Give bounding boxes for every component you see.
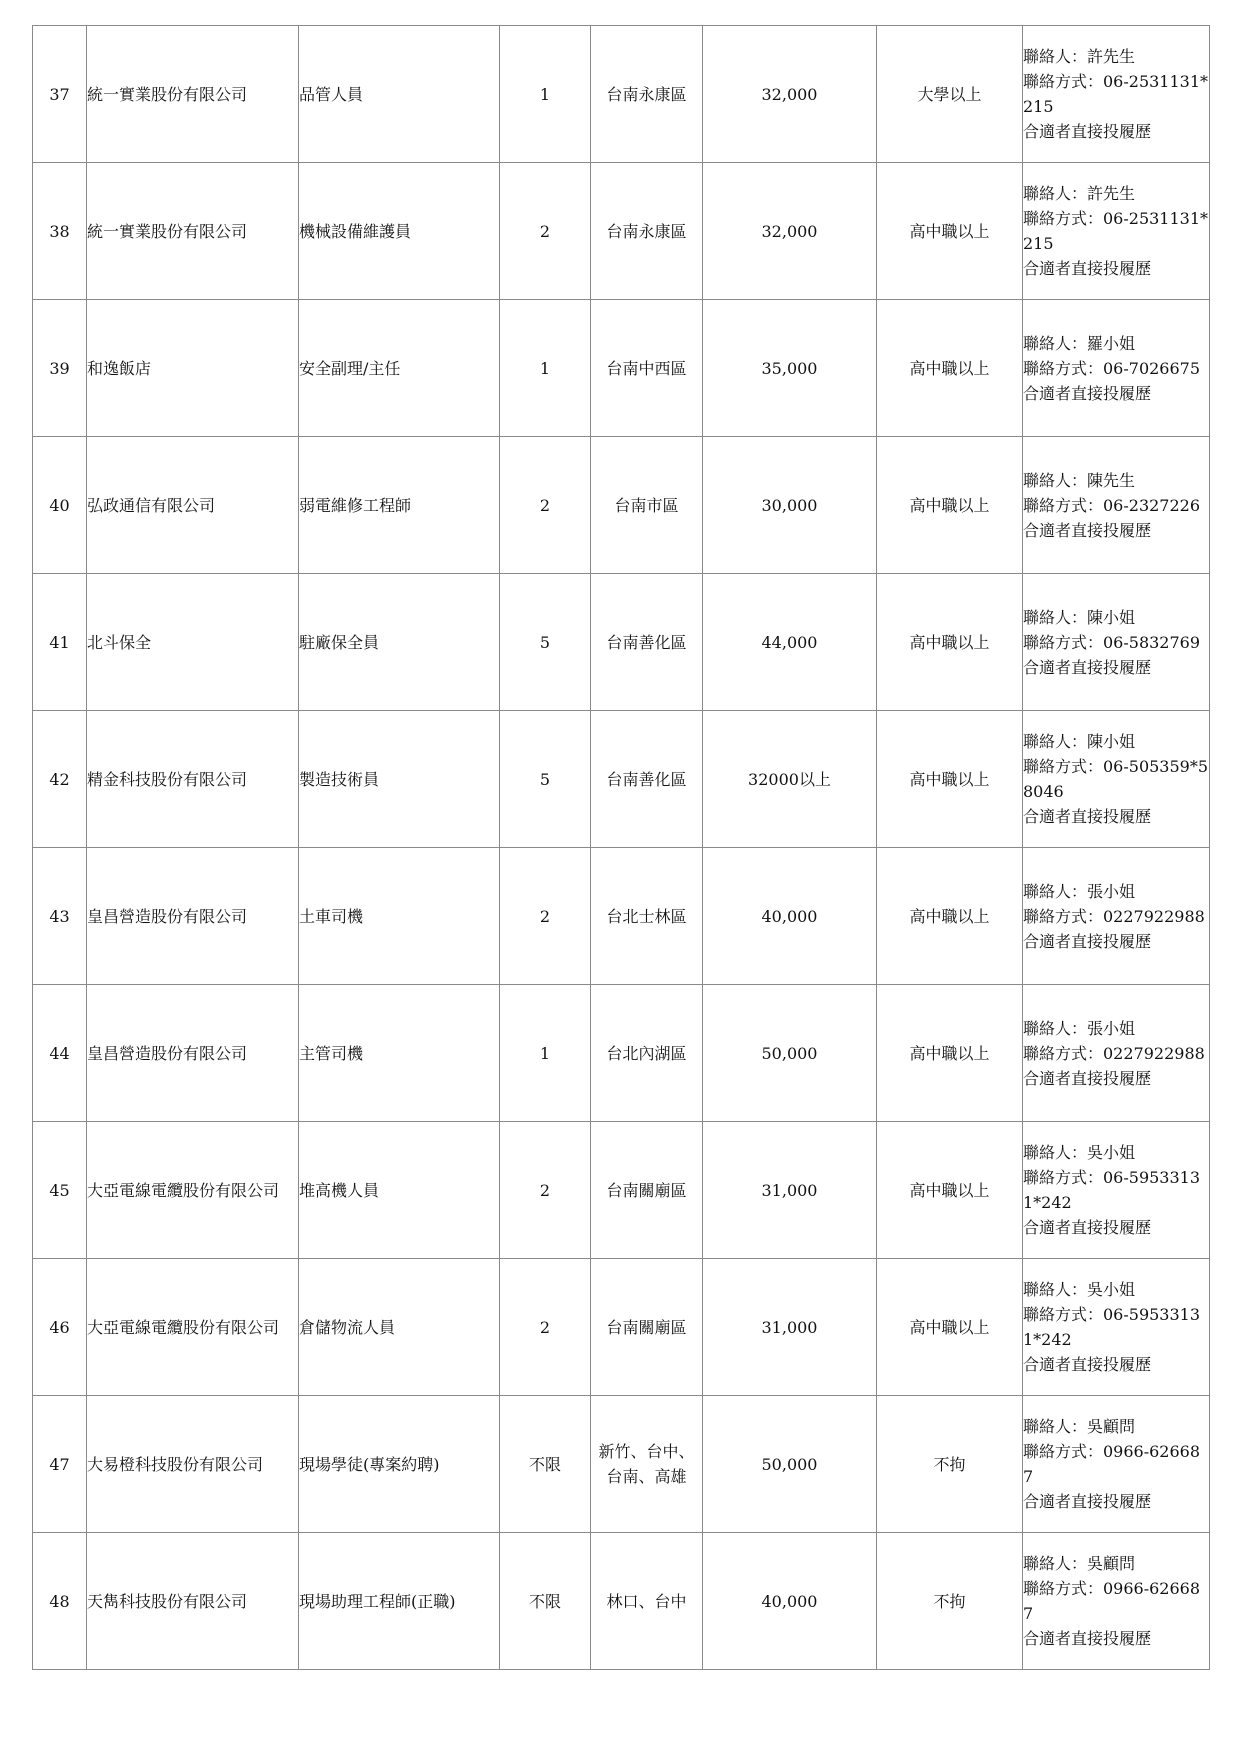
apply-note: 合適者直接投履歷 (1023, 807, 1152, 826)
company-name: 皇昌營造股份有限公司 (87, 848, 299, 985)
company-name: 天雋科技股份有限公司 (87, 1533, 299, 1670)
job-title: 倉儲物流人員 (299, 1259, 500, 1396)
job-number: 40 (33, 437, 87, 574)
contact-info (1023, 1259, 1210, 1396)
contact-person: 聯絡人：許先生 (1023, 47, 1136, 66)
job-number: 37 (33, 26, 87, 163)
company-name: 精金科技股份有限公司 (87, 711, 299, 848)
education-requirement: 高中職以上 (877, 163, 1023, 300)
headcount: 2 (500, 1259, 591, 1396)
company-name: 大亞電線電纜股份有限公司 (87, 1259, 299, 1396)
apply-note: 合適者直接投履歷 (1023, 1492, 1152, 1511)
headcount: 5 (500, 574, 591, 711)
job-number: 43 (33, 848, 87, 985)
headcount: 不限 (500, 1533, 591, 1670)
contact-info (1023, 26, 1210, 163)
salary: 32000以上 (703, 711, 877, 848)
job-title: 安全副理/主任 (299, 300, 500, 437)
job-number: 46 (33, 1259, 87, 1396)
headcount: 1 (500, 26, 591, 163)
contact-method: 聯絡方式：06-59533131*242 (1023, 1305, 1201, 1349)
contact-person: 聯絡人：吳小姐 (1023, 1143, 1136, 1162)
table-row (33, 1122, 1210, 1259)
job-title: 主管司機 (299, 985, 500, 1122)
table-row (33, 574, 1210, 711)
table-row (33, 1396, 1210, 1533)
job-number: 39 (33, 300, 87, 437)
contact-person: 聯絡人：張小姐 (1023, 881, 1136, 901)
apply-note: 合適者直接投履歷 (1023, 383, 1152, 403)
apply-note: 合適者直接投履歷 (1023, 259, 1152, 278)
work-location: 台南善化區 (591, 574, 703, 711)
contact-method: 聯絡方式：06-2531131*215 (1023, 72, 1209, 116)
education-requirement: 高中職以上 (877, 1122, 1023, 1259)
contact-method: 聯絡方式：0966-626687 (1023, 1442, 1201, 1486)
company-name: 弘政通信有限公司 (87, 437, 299, 574)
contact-person: 聯絡人：陳先生 (1023, 470, 1136, 490)
table-row (33, 985, 1210, 1122)
education-requirement: 大學以上 (877, 26, 1023, 163)
work-location: 台南永康區 (591, 26, 703, 163)
contact-person: 聯絡人：許先生 (1023, 184, 1136, 203)
job-number: 47 (33, 1396, 87, 1533)
job-number: 42 (33, 711, 87, 848)
contact-info (1023, 163, 1210, 300)
table-row (33, 1533, 1210, 1670)
contact-info (1023, 1122, 1210, 1259)
company-name: 北斗保全 (87, 574, 299, 711)
education-requirement: 高中職以上 (877, 985, 1023, 1122)
contact-method: 聯絡方式：0966-626687 (1023, 1579, 1201, 1623)
contact-info (1023, 848, 1210, 985)
salary: 50,000 (703, 985, 877, 1122)
contact-method: 聯絡方式：06-5832769 (1023, 632, 1201, 652)
headcount: 2 (500, 437, 591, 574)
contact-info (1023, 300, 1210, 437)
contact-info (1023, 1533, 1210, 1670)
company-name: 大亞電線電纜股份有限公司 (87, 1122, 299, 1259)
headcount: 2 (500, 163, 591, 300)
education-requirement: 高中職以上 (877, 711, 1023, 848)
company-name: 統一實業股份有限公司 (87, 26, 299, 163)
education-requirement: 高中職以上 (877, 300, 1023, 437)
job-number: 45 (33, 1122, 87, 1259)
table-row (33, 163, 1210, 300)
contact-info (1023, 1396, 1210, 1533)
salary: 32,000 (703, 26, 877, 163)
apply-note: 合適者直接投履歷 (1023, 657, 1152, 677)
contact-person: 聯絡人：吳小姐 (1023, 1280, 1136, 1299)
contact-person: 聯絡人：吳顧問 (1023, 1554, 1136, 1573)
company-name: 統一實業股份有限公司 (87, 163, 299, 300)
table-row (33, 1259, 1210, 1396)
education-requirement: 高中職以上 (877, 437, 1023, 574)
salary: 30,000 (703, 437, 877, 574)
education-requirement: 高中職以上 (877, 848, 1023, 985)
work-location: 台南善化區 (591, 711, 703, 848)
headcount: 2 (500, 1122, 591, 1259)
headcount: 2 (500, 848, 591, 985)
job-title: 堆高機人員 (299, 1122, 500, 1259)
headcount: 不限 (500, 1396, 591, 1533)
job-title: 土車司機 (299, 848, 500, 985)
job-number: 41 (33, 574, 87, 711)
salary: 31,000 (703, 1122, 877, 1259)
education-requirement: 不拘 (877, 1533, 1023, 1670)
contact-method: 聯絡方式：0227922988 (1023, 1043, 1205, 1063)
headcount: 1 (500, 300, 591, 437)
apply-note: 合適者直接投履歷 (1023, 931, 1152, 951)
apply-note: 合適者直接投履歷 (1023, 1355, 1152, 1374)
work-location: 台北內湖區 (591, 985, 703, 1122)
company-name: 和逸飯店 (87, 300, 299, 437)
contact-person: 聯絡人：陳小姐 (1023, 732, 1136, 751)
apply-note: 合適者直接投履歷 (1023, 520, 1152, 540)
company-name: 皇昌營造股份有限公司 (87, 985, 299, 1122)
education-requirement: 高中職以上 (877, 574, 1023, 711)
job-listing-table (32, 25, 1210, 1670)
contact-person: 聯絡人：張小姐 (1023, 1018, 1136, 1038)
contact-method: 聯絡方式：06-505359*58046 (1023, 757, 1209, 801)
contact-method: 聯絡方式：06-7026675 (1023, 358, 1201, 378)
job-number: 48 (33, 1533, 87, 1670)
company-name: 大易橙科技股份有限公司 (87, 1396, 299, 1533)
table-row (33, 848, 1210, 985)
job-title: 弱電維修工程師 (299, 437, 500, 574)
work-location: 台南市區 (591, 437, 703, 574)
salary: 40,000 (703, 1533, 877, 1670)
contact-method: 聯絡方式：06-2531131*215 (1023, 209, 1209, 253)
work-location: 台南關廟區 (591, 1122, 703, 1259)
table-row (33, 711, 1210, 848)
apply-note: 合適者直接投履歷 (1023, 1218, 1152, 1237)
education-requirement: 高中職以上 (877, 1259, 1023, 1396)
work-location: 台南中西區 (591, 300, 703, 437)
job-title: 機械設備維護員 (299, 163, 500, 300)
work-location: 台南永康區 (591, 163, 703, 300)
job-title: 品管人員 (299, 26, 500, 163)
table-row (33, 437, 1210, 574)
contact-method: 聯絡方式：06-59533131*242 (1023, 1168, 1201, 1212)
job-rows (33, 26, 1210, 1670)
table-row (33, 300, 1210, 437)
contact-info (1023, 437, 1210, 574)
salary: 40,000 (703, 848, 877, 985)
job-title: 現場學徒(專案約聘) (299, 1396, 500, 1533)
table-row (33, 26, 1210, 163)
job-title: 製造技術員 (299, 711, 500, 848)
contact-info (1023, 711, 1210, 848)
job-title: 現場助理工程師(正職) (299, 1533, 500, 1670)
contact-info (1023, 985, 1210, 1122)
apply-note: 合適者直接投履歷 (1023, 122, 1152, 141)
job-title: 駐廠保全員 (299, 574, 500, 711)
work-location: 林口、台中 (591, 1533, 703, 1670)
apply-note: 合適者直接投履歷 (1023, 1629, 1152, 1648)
work-location: 台北士林區 (591, 848, 703, 985)
apply-note: 合適者直接投履歷 (1023, 1068, 1152, 1088)
contact-method: 聯絡方式：0227922988 (1023, 906, 1205, 926)
work-location: 新竹、台中、台南、高雄 (591, 1396, 703, 1533)
job-number: 44 (33, 985, 87, 1122)
salary: 44,000 (703, 574, 877, 711)
salary: 35,000 (703, 300, 877, 437)
headcount: 1 (500, 985, 591, 1122)
salary: 50,000 (703, 1396, 877, 1533)
contact-person: 聯絡人：陳小姐 (1023, 607, 1136, 627)
job-number: 38 (33, 163, 87, 300)
education-requirement: 不拘 (877, 1396, 1023, 1533)
salary: 32,000 (703, 163, 877, 300)
contact-person: 聯絡人：羅小姐 (1023, 333, 1136, 353)
headcount: 5 (500, 711, 591, 848)
contact-person: 聯絡人：吳顧問 (1023, 1417, 1136, 1436)
contact-info (1023, 574, 1210, 711)
work-location: 台南關廟區 (591, 1259, 703, 1396)
salary: 31,000 (703, 1259, 877, 1396)
contact-method: 聯絡方式：06-2327226 (1023, 495, 1201, 515)
